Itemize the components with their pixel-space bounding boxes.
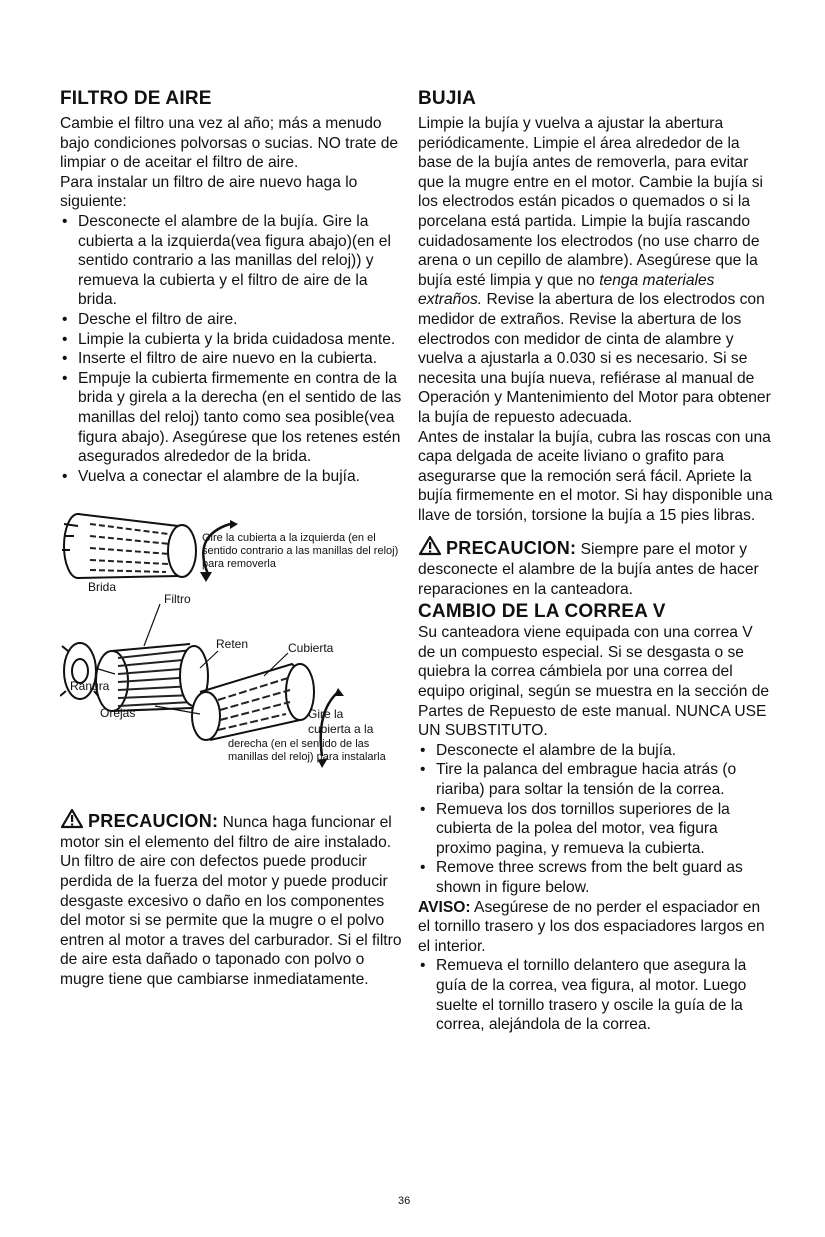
- air-filter-intro: Cambie el filtro una vez al año; más a menudo bajo condiciones polvorsas o sucias. NO trate de limpiar o de aceitar el filtro de aire.: [60, 115, 399, 172]
- page-number: 36: [398, 1195, 411, 1207]
- warning-icon: [60, 808, 84, 829]
- spark-plug-text-a: Limpie la bujía y vuelva a ajustar la abertura periódicamente. Limpie el área alrededor de la base de la bujía antes de removerla, para evitar que la mugre entre en el motor. Cambie la bujía si los electrodos están picados o quemados o si la porcelana está partida. Limpie la bujía rascando cuidadosamente los electrodos (no use charro de arena o un cepillo de alambre). Asegúrese que la bujía esté limpia y que no: [418, 115, 763, 289]
- figure-label-reten: Reten: [216, 637, 249, 652]
- list-item: • Desconecte el alambre de la bujía. Gire la cubierta a la izquierda(vea figura abajo)(en el sentido contrario a las manillas del reloj)) y remueva la cubierta y el filtro de aire de la brida.: [60, 212, 405, 310]
- figure-label-cubierta: Cubierta: [288, 641, 334, 656]
- figure-caption-install: derecha (en el sentido de las manillas del reloj) para instalarla: [228, 738, 386, 764]
- figure-label-orejas: Orejas: [100, 706, 136, 721]
- aviso-note: [418, 898, 773, 957]
- aviso-text: Asegúrese de no perder el espaciador en el tornillo trasero y los dos espaciadores largos en el interior.: [418, 898, 765, 955]
- list-item: • Remove three screws from the belt guard as shown in figure below.: [418, 858, 773, 897]
- figure-label-gire-la: Gire la: [308, 707, 344, 722]
- left-column: [60, 88, 405, 990]
- air-filter-steps: [60, 212, 405, 486]
- air-filter-heading: FILTRO DE AIRE: [60, 88, 212, 109]
- figure-label-ranura: Ranura: [70, 679, 110, 694]
- figure-caption-remove: Gire la cubierta a la izquierda (en el sentido contrario a las manillas del reloj) para removerla: [202, 532, 399, 571]
- spark-plug-heading: BUJIA: [418, 88, 477, 109]
- list-item: • Vuelva a conectar el alambre de la bujía.: [60, 467, 405, 487]
- filter-drawing: [96, 644, 208, 711]
- list-item: • Tire la palanca del embrague hacia atrás (o riariba) para soltar la tensión de la correa.: [418, 760, 773, 799]
- list-item: • Remueva el tornillo delantero que asegura la guía de la correa, vea figura, al motor. Luego suelte el tornillo trasero y oscile la guía de la correa, alejándola de la correa.: [418, 956, 773, 1034]
- warning-icon: [418, 535, 442, 556]
- air-filter-install-intro: Para instalar un filtro de aire nuevo haga lo siguiente:: [60, 173, 358, 211]
- cover-install-drawing: [192, 664, 314, 740]
- figure-label-cubierta-a-la: cubierta a la: [308, 722, 374, 737]
- figure-label-filtro: Filtro: [164, 592, 191, 607]
- caution-text: Siempre pare el motor y desconecte el alambre de la bujía antes de hacer reparaciones en la canteadora.: [418, 541, 759, 598]
- right-column: [418, 88, 773, 1035]
- figure-label-brida: Brida: [88, 580, 117, 595]
- belt-change-paragraph: Su canteadora viene equipada con una correa V de un compuesto especial. Si se desgasta o se quiebra la correa cámbiela por una correa del equipo original, según se muestra en la sección de Partes de Repuesto de este manual. NUNCA USE UN SUBSTITUTO.: [418, 624, 770, 740]
- spark-plug-text-italic: tenga materiales extraños.: [418, 271, 715, 309]
- caution-title: PRECAUCION:: [446, 538, 577, 559]
- air-filter-figure: [60, 496, 405, 796]
- belt-change-heading: CAMBIO DE LA CORREA V: [418, 601, 666, 623]
- spark-plug-install-paragraph: Antes de instalar la bujía, cubra las roscas con una capa delgada de aceite liviano o grafito para asegurarse que la remoción será fácil. Apriete la bujía firmemente en el motor. Si hay disponible una llave de torsión, torsione la bujía a 15 pies libras.: [418, 428, 773, 524]
- belt-change-steps: [418, 741, 773, 898]
- list-item: • Empuje la cubierta firmemente en contra de la brida y girela a la derecha (en el sentido de las manillas del reloj) tanto como sea posible(vea figura abajo). Asegúrese que los retenes estén asegurados alrededor de la brida.: [60, 369, 405, 467]
- caution-title: PRECAUCION:: [88, 811, 219, 832]
- list-item: • Inserte el filtro de aire nuevo en la cubierta.: [60, 349, 405, 369]
- aviso-label: AVISO:: [418, 898, 471, 916]
- belt-change-steps-continued: [418, 956, 773, 1034]
- list-item: • Remueva los dos tornillos superiores de la cubierta de la polea del motor, vea figura proximo pagina, y remueva la cubierta.: [418, 800, 773, 859]
- cover-removal-drawing: [62, 514, 196, 578]
- spark-plug-paragraph: [418, 114, 773, 428]
- spark-plug-caution: [418, 535, 773, 599]
- list-item: • Desconecte el alambre de la bujía.: [418, 741, 773, 761]
- caution-text: Nunca haga funcionar el motor sin el elemento del filtro de aire instalado. Un filtro de aire con defectos puede producir perdida de la fuerza del motor y puede producir desgaste excesivo o daño en los componentes del motor si se permite que la mugre o el polvo entren al motor a traves del carburador. Si el filtro de aire esta dañado o taponado con polvo o mugre tiene que cambiarse inmediatamente.: [60, 814, 402, 989]
- list-item: • Desche el filtro de aire.: [60, 310, 405, 330]
- list-item: • Limpie la cubierta y la brida cuidadosa mente.: [60, 330, 405, 350]
- spark-plug-text-b: Revise la abertura de los electrodos con medidor de extraños. Revise la abertura de los electrodos con medidor de cinta de alambre y vuelva a ajustarla a 0.030 si es necesario. Si se necesita una bujía nueva, refiérase al manual de Operación y Mantenimiento del Motor para obtener la bujía de repuesto adecuada.: [418, 291, 771, 426]
- air-filter-caution: [60, 808, 405, 989]
